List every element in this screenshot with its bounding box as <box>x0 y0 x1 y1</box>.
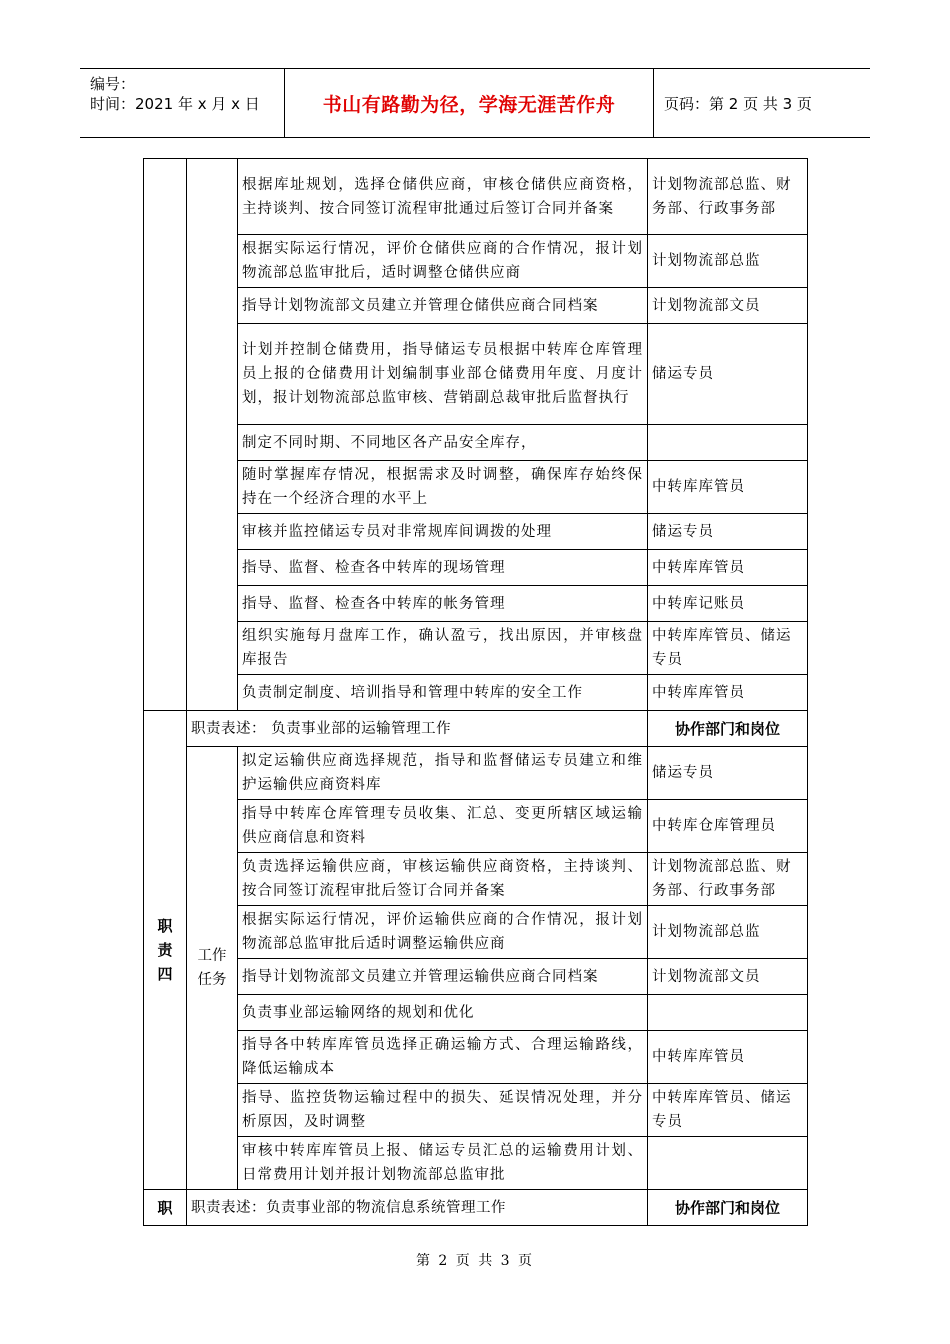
table-row <box>144 235 808 288</box>
dept-cell <box>648 995 808 1031</box>
dept-cell: 中转库记账员 <box>648 586 808 622</box>
dept-cell: 计划物流部总监、财务部、行政事务部 <box>648 159 808 235</box>
collab-header: 协作部门和岗位 <box>648 1190 808 1226</box>
task-cell: 组织实施每月盘库工作，确认盈亏，找出原因，并审核盘库报告 <box>238 622 648 675</box>
table-row <box>144 906 808 959</box>
task-cell: 指导计划物流部文员建立并管理仓储供应商合同档案 <box>238 288 648 324</box>
header-meta <box>80 69 285 137</box>
dept-cell: 计划物流部文员 <box>648 959 808 995</box>
dept-cell: 中转库库管员 <box>648 675 808 711</box>
table-row <box>144 461 808 514</box>
table-row <box>144 959 808 995</box>
table-row <box>144 288 808 324</box>
task-cell: 拟定运输供应商选择规范，指导和监督储运专员建立和维护运输供应商资料库 <box>238 747 648 800</box>
time-label: 时间：2021 年 x 月 x 日 <box>90 95 260 113</box>
dept-cell <box>648 1137 808 1190</box>
dept-cell: 中转库库管员 <box>648 1031 808 1084</box>
collab-header: 协作部门和岗位 <box>648 711 808 747</box>
task-cell: 指导中转库仓库管理专员收集、汇总、变更所辖区域运输供应商信息和资料 <box>238 800 648 853</box>
table-row <box>144 747 808 800</box>
table-row <box>144 622 808 675</box>
task-cell: 根据实际运行情况，评价运输供应商的合作情况，报计划物流部总监审批后适时调整运输供应商 <box>238 906 648 959</box>
dept-cell: 储运专员 <box>648 324 808 425</box>
page-header <box>80 68 870 138</box>
header-page-label: 页码：第 2 页 共 3 页 <box>664 94 812 113</box>
task-cell: 指导、监督、检查各中转库的帐务管理 <box>238 586 648 622</box>
table-row <box>144 1137 808 1190</box>
section3-subtask-cell <box>187 159 238 711</box>
table-row <box>144 586 808 622</box>
task-cell: 根据实际运行情况，评价仓储供应商的合作情况，报计划物流部总监审批后，适时调整仓储供应商 <box>238 235 648 288</box>
table-row <box>144 800 808 853</box>
dept-cell: 中转库库管员 <box>648 550 808 586</box>
task-cell: 指导、监督、检查各中转库的现场管理 <box>238 550 648 586</box>
table-row <box>144 675 808 711</box>
task-cell: 负责选择运输供应商，审核运输供应商资格，主持谈判、按合同签订流程审批后签订合同并备案 <box>238 853 648 906</box>
section4-description: 职责表述： 负责事业部的运输管理工作 <box>187 711 648 747</box>
task-cell: 指导计划物流部文员建立并管理运输供应商合同档案 <box>238 959 648 995</box>
table-row <box>144 159 808 235</box>
table-row <box>144 1084 808 1137</box>
task-cell: 指导、监控货物运输过程中的损失、延误情况处理，并分析原因，及时调整 <box>238 1084 648 1137</box>
dept-cell: 中转库库管员、储运专员 <box>648 622 808 675</box>
task-cell: 负责制定制度、培训指导和管理中转库的安全工作 <box>238 675 648 711</box>
task-cell: 制定不同时期、不同地区各产品安全库存， <box>238 425 648 461</box>
dept-cell: 计划物流部总监 <box>648 906 808 959</box>
task-cell: 随时掌握库存情况，根据需求及时调整，确保库存始终保持在一个经济合理的水平上 <box>238 461 648 514</box>
task-cell: 根据库址规划，选择仓储供应商，审核仓储供应商资格，主持谈判、按合同签订流程审批通过后签订合同并备案 <box>238 159 648 235</box>
section3-label-cell <box>144 159 187 711</box>
table-row <box>144 514 808 550</box>
dept-cell: 中转库库管员、储运专员 <box>648 1084 808 1137</box>
task-cell: 负责事业部运输网络的规划和优化 <box>238 995 648 1031</box>
table-row <box>144 995 808 1031</box>
task-label: 工作 任务 <box>187 747 238 1190</box>
table-row <box>144 425 808 461</box>
dept-cell: 中转库库管员 <box>648 461 808 514</box>
table-row <box>144 324 808 425</box>
section5-description: 职责表述：负责事业部的物流信息系统管理工作 <box>187 1190 648 1226</box>
dept-cell: 计划物流部总监、财务部、行政事务部 <box>648 853 808 906</box>
section4-label: 职 责 四 <box>144 711 187 1190</box>
duty-table <box>143 158 808 1226</box>
header-motto: 书山有路勤为径，学海无涯苦作舟 <box>285 69 654 137</box>
number-label: 编号： <box>90 75 136 93</box>
task-cell: 计划并控制仓储费用，指导储运专员根据中转库仓库管理员上报的仓储费用计划编制事业部仓储费用年度、月度计划，报计划物流部总监审核、营销副总裁审批后监督执行 <box>238 324 648 425</box>
dept-cell: 中转库仓库管理员 <box>648 800 808 853</box>
dept-cell: 储运专员 <box>648 514 808 550</box>
dept-cell <box>648 425 808 461</box>
section4-desc-row <box>144 711 808 747</box>
dept-cell: 计划物流部总监 <box>648 235 808 288</box>
dept-cell: 储运专员 <box>648 747 808 800</box>
table-row <box>144 550 808 586</box>
section5-desc-row <box>144 1190 808 1226</box>
table-row <box>144 853 808 906</box>
task-cell: 指导各中转库库管员选择正确运输方式、合理运输路线，降低运输成本 <box>238 1031 648 1084</box>
task-cell: 审核并监控储运专员对非常规库间调拨的处理 <box>238 514 648 550</box>
section5-label: 职 <box>144 1190 187 1226</box>
task-cell: 审核中转库库管员上报、储运专员汇总的运输费用计划、日常费用计划并报计划物流部总监审批 <box>238 1137 648 1190</box>
page-footer: 第 2 页 共 3 页 <box>415 1253 535 1269</box>
table-row <box>144 1031 808 1084</box>
dept-cell: 计划物流部文员 <box>648 288 808 324</box>
